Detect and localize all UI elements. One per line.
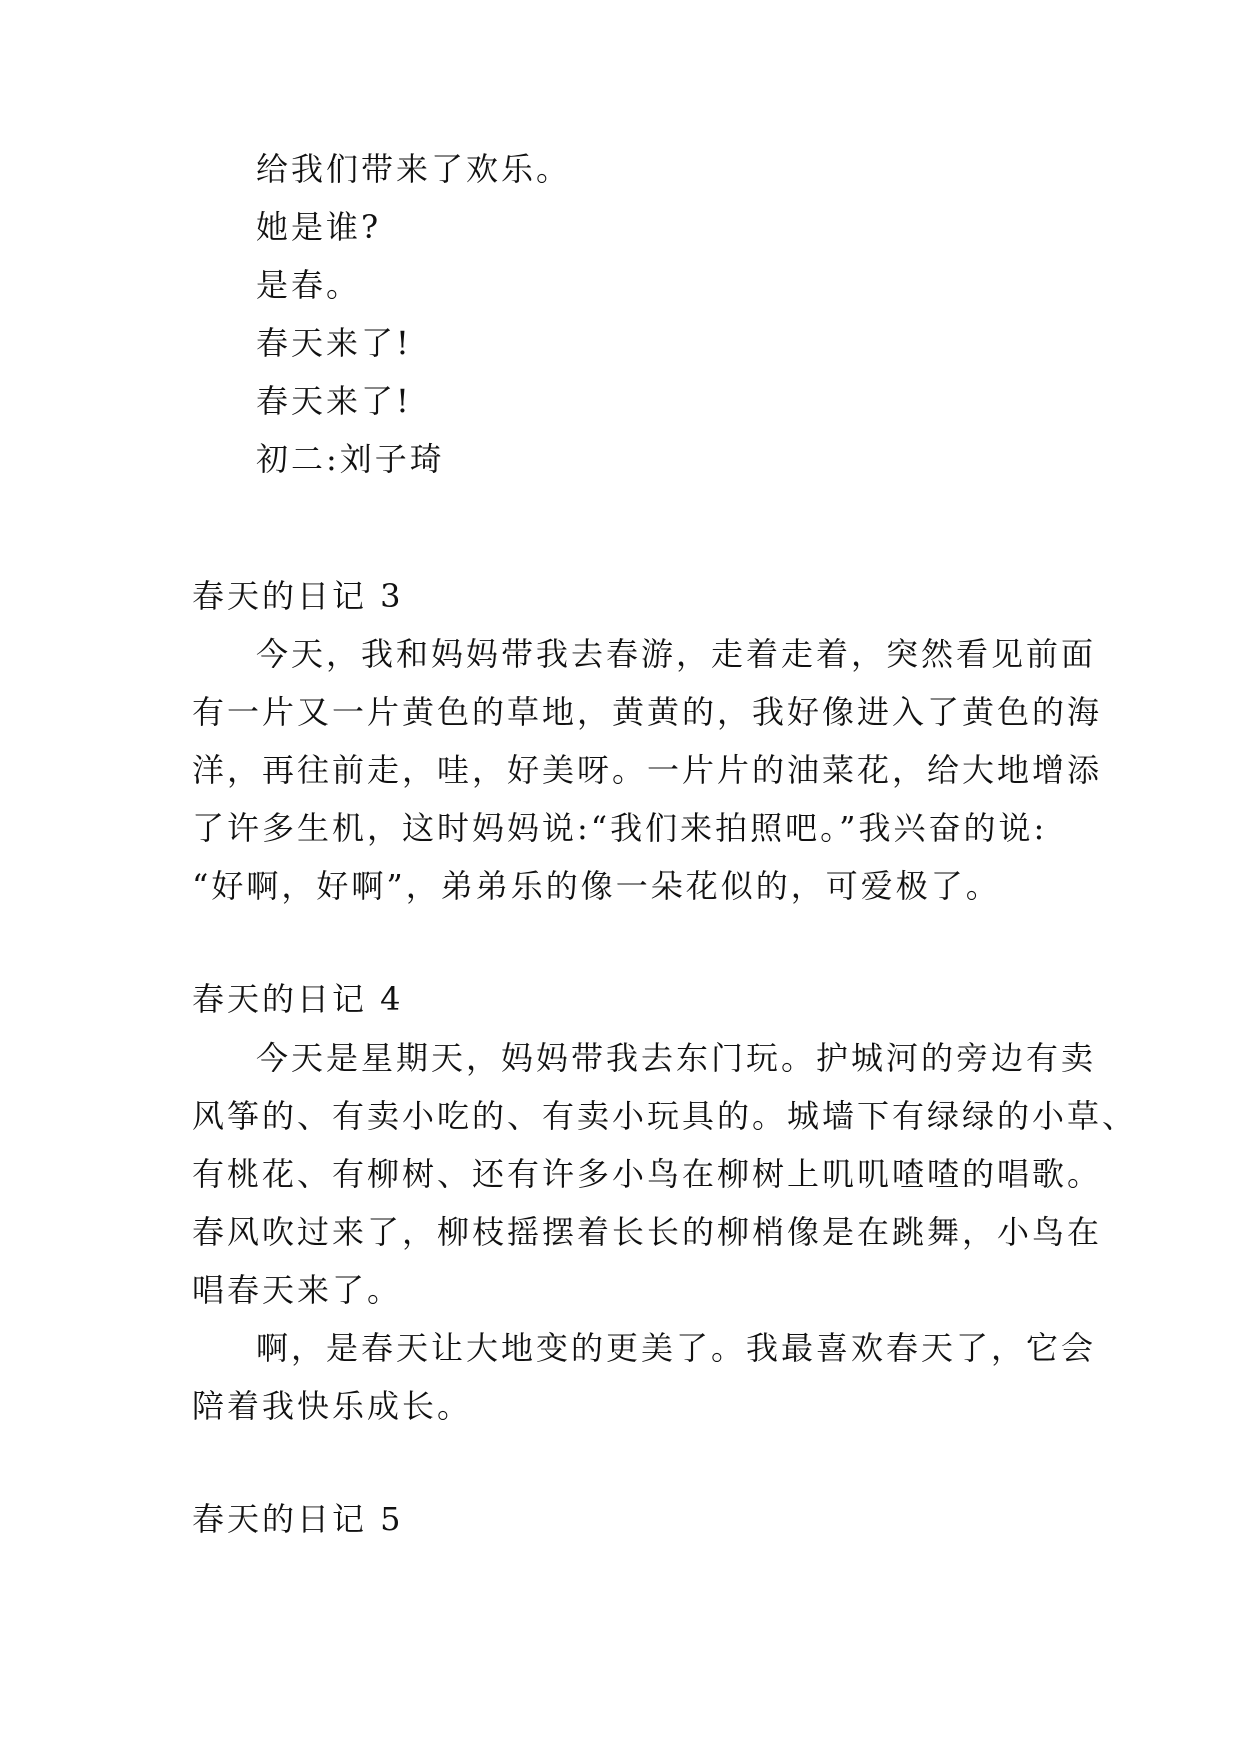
paragraph-line: 洋，再往前走，哇，好美呀。一片片的油菜花，给大地增添 bbox=[192, 751, 1103, 789]
poem-line: 是春。 bbox=[256, 266, 362, 304]
poem-line: 春天来了! bbox=[256, 324, 412, 362]
poem-line: 她是谁? bbox=[256, 208, 382, 246]
paragraph-line: 了许多生机，这时妈妈说:“我们来拍照吧。”我兴奋的说: bbox=[192, 809, 1048, 847]
diary-5-title: 春天的日记 5 bbox=[192, 1500, 404, 1538]
diary-4-body bbox=[192, 1029, 1138, 1435]
paragraph-line: 风筝的、有卖小吃的、有卖小玩具的。城墙下有绿绿的小草、 bbox=[192, 1097, 1138, 1135]
poem-author: 初二:刘子琦 bbox=[256, 440, 445, 478]
paragraph-line: 唱春天来了。 bbox=[192, 1271, 403, 1309]
paragraph-line: 陪着我快乐成长。 bbox=[192, 1387, 473, 1425]
paragraph-line: 有桃花、有柳树、还有许多小鸟在柳树上叽叽喳喳的唱歌。 bbox=[192, 1155, 1103, 1193]
diary-3-title: 春天的日记 3 bbox=[192, 577, 404, 615]
poem-line: 给我们带来了欢乐。 bbox=[256, 150, 572, 188]
paragraph-line: 今天，我和妈妈带我去春游，走着走着，突然看见前面 bbox=[256, 635, 1097, 673]
paragraph-line: 有一片又一片黄色的草地，黄黄的，我好像进入了黄色的海 bbox=[192, 693, 1103, 731]
paragraph-line: 啊，是春天让大地变的更美了。我最喜欢春天了，它会 bbox=[256, 1329, 1097, 1367]
paragraph-line: “好啊，好啊”，弟弟乐的像一朵花似的，可爱极了。 bbox=[192, 867, 1001, 905]
poem-tail bbox=[192, 140, 1062, 488]
diary-3-body bbox=[192, 625, 1103, 915]
diary-4-title: 春天的日记 4 bbox=[192, 980, 404, 1018]
paragraph-line: 春风吹过来了，柳枝摇摆着长长的柳梢像是在跳舞，小鸟在 bbox=[192, 1213, 1103, 1251]
paragraph-line: 今天是星期天，妈妈带我去东门玩。护城河的旁边有卖 bbox=[256, 1039, 1097, 1077]
poem-line: 春天来了! bbox=[256, 382, 412, 420]
